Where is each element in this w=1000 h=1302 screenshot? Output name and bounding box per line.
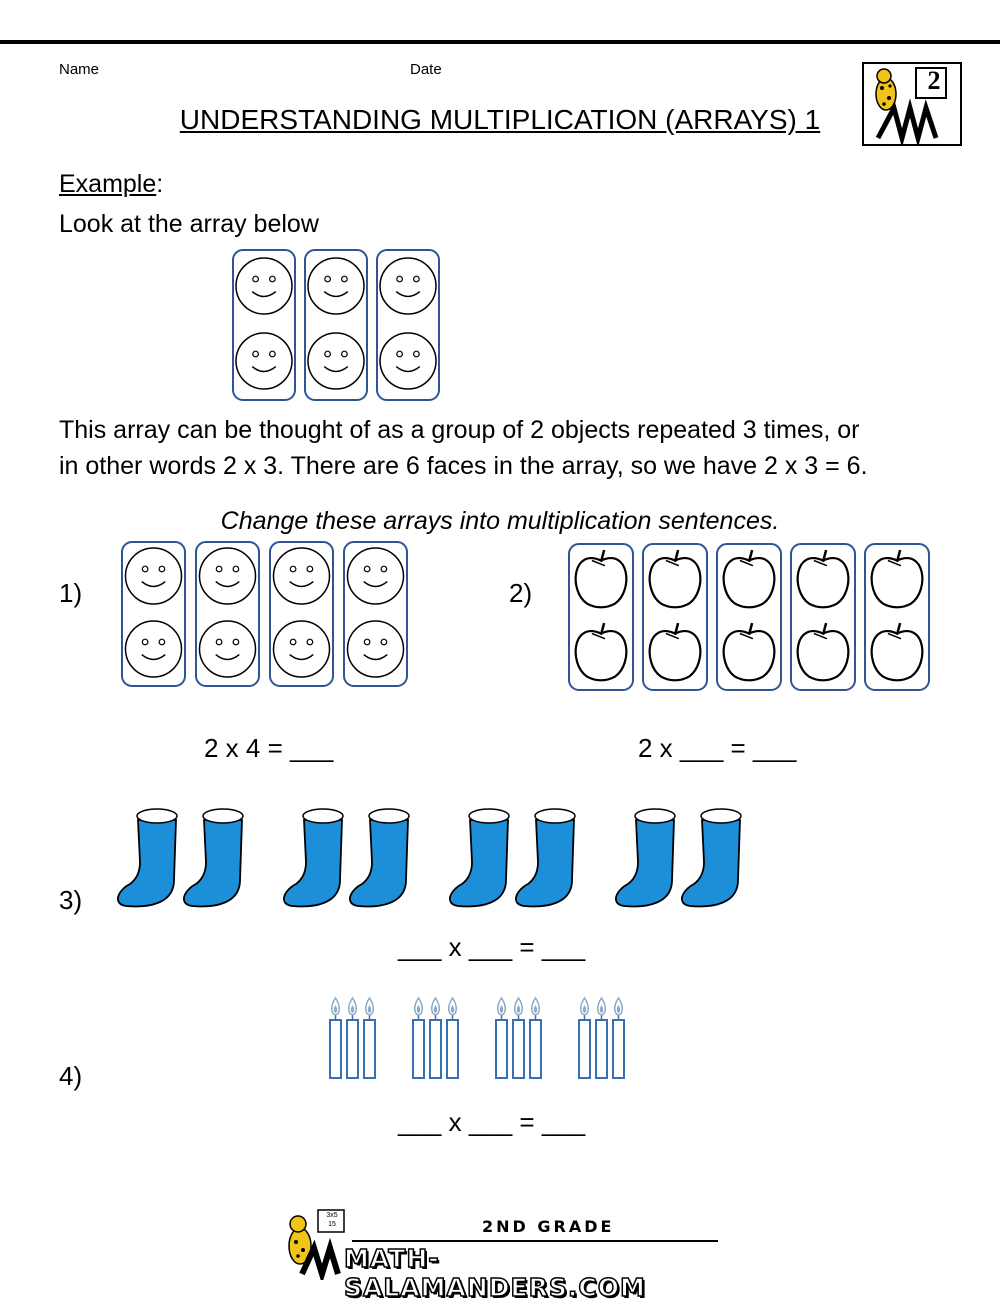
footer-badge-line-1: 3x5 <box>326 1212 338 1219</box>
sock-icon <box>682 820 740 906</box>
sock-icon <box>118 820 176 906</box>
footer-logo <box>272 1208 732 1302</box>
smiley-face-icon <box>236 258 292 314</box>
logo-grade-number: 2 <box>927 66 941 95</box>
candle-icon <box>364 998 375 1078</box>
sock-cuff <box>701 809 741 823</box>
candle-icon <box>347 998 358 1078</box>
example-heading-text: Example <box>59 170 157 198</box>
smiley-face-icon <box>200 548 256 604</box>
example-array <box>228 246 448 406</box>
sock-icon <box>284 820 342 906</box>
sock-cuff <box>203 809 243 823</box>
smiley-face-icon <box>126 548 182 604</box>
page-title: UNDERSTANDING MULTIPLICATION (ARRAYS) 1 <box>179 104 821 135</box>
problem-1-number: 1) <box>59 578 83 608</box>
problem-4-array <box>322 994 642 1084</box>
candle-icon <box>613 998 624 1078</box>
problem-3-number: 3) <box>59 885 83 915</box>
sock-cuff <box>137 809 177 823</box>
candle-icon <box>596 998 607 1078</box>
candle-icon <box>413 998 424 1078</box>
problem-4-equation[interactable]: ___ x ___ = ___ <box>398 1107 586 1137</box>
candle-icon <box>513 998 524 1078</box>
explanation-line-1: This array can be thought of as a group of 2 objects repeated 3 times, or <box>59 416 860 444</box>
candle-icon <box>530 998 541 1078</box>
problem-2-number: 2) <box>509 578 533 608</box>
example-heading-colon: : <box>156 170 164 198</box>
problem-2-equation[interactable]: 2 x ___ = ___ <box>638 733 797 763</box>
candle-icon <box>447 998 458 1078</box>
candle-icon <box>330 998 341 1078</box>
problem-3-equation[interactable]: ___ x ___ = ___ <box>398 932 586 962</box>
smiley-face-icon <box>380 333 436 389</box>
footer-badge-line-2: 15 <box>328 1221 336 1228</box>
example-heading <box>59 166 163 202</box>
problem-1-array <box>118 538 418 688</box>
smiley-face-icon <box>380 258 436 314</box>
footer-site: MATH-SALAMANDERS.COM <box>344 1244 646 1302</box>
top-rule <box>0 40 1000 44</box>
problem-3-array <box>112 800 752 915</box>
problem-2-array <box>565 538 930 698</box>
footer-grade: 2ND GRADE <box>482 1217 615 1236</box>
smiley-face-icon <box>348 621 404 677</box>
smiley-face-icon <box>308 258 364 314</box>
explanation-line-2: in other words 2 x 3. There are 6 faces in the array, so we have 2 x 3 = 6. <box>59 452 868 480</box>
smiley-face-icon <box>126 621 182 677</box>
candle-icon <box>430 998 441 1078</box>
candle-icon <box>496 998 507 1078</box>
sock-icon <box>184 820 242 906</box>
sock-cuff <box>635 809 675 823</box>
smiley-face-icon <box>200 621 256 677</box>
sock-icon <box>616 820 674 906</box>
problem-4-number: 4) <box>59 1061 83 1091</box>
problem-1-equation[interactable]: 2 x 4 = ___ <box>204 733 334 763</box>
date-label: Date <box>410 61 442 78</box>
sock-cuff <box>535 809 575 823</box>
sock-icon <box>350 820 408 906</box>
sock-cuff <box>469 809 509 823</box>
sock-cuff <box>369 809 409 823</box>
smiley-face-icon <box>348 548 404 604</box>
example-instruction: Look at the array below <box>59 210 319 238</box>
smiley-face-icon <box>274 548 330 604</box>
smiley-face-icon <box>236 333 292 389</box>
sock-icon <box>450 820 508 906</box>
smiley-face-icon <box>274 621 330 677</box>
sock-cuff <box>303 809 343 823</box>
candle-icon <box>579 998 590 1078</box>
instructions: Change these arrays into multiplication sentences. <box>220 507 780 535</box>
sock-icon <box>516 820 574 906</box>
smiley-face-icon <box>308 333 364 389</box>
name-label: Name <box>59 61 100 78</box>
